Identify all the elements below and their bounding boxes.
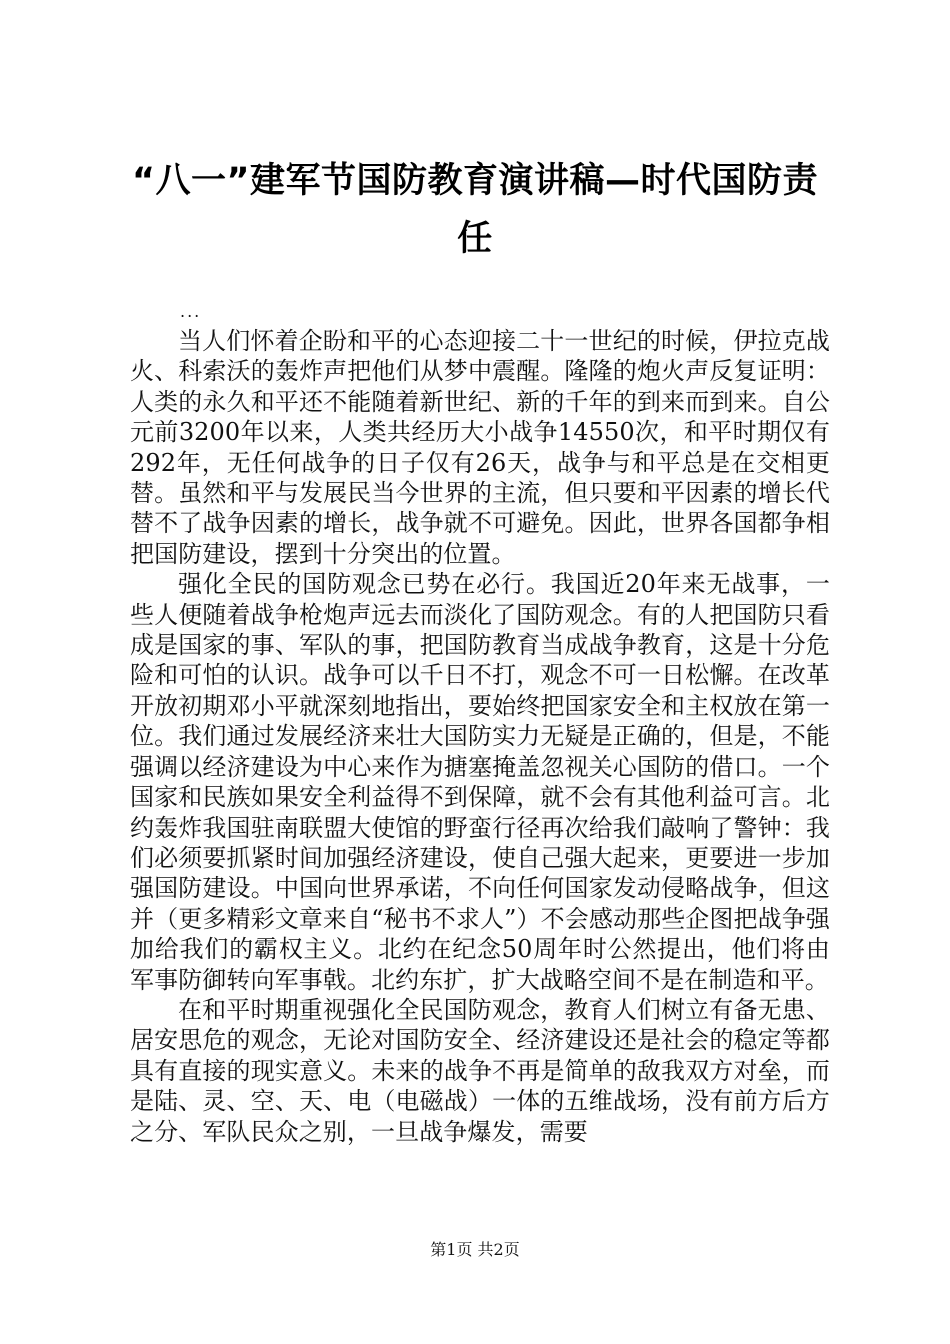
- paragraph-2: 强化全民的国防观念已势在必行。我国近20年来无战事，一些人便随着战争枪炮声远去而淡化了国防观念。有的人把国防只看成是国家的事、军队的事，把国防教育当成战争教育，这是十分危险和可怕的认识。战争可以千日不打，观念不可一日松懈。在改革开放初期邓小平就深刻地指出，要始终把国家安全和主权放在第一位。我们通过发展经济来壮大国防实力无疑是正确的，但是，不能强调以经济建设为中心来作为搪塞掩盖忽视关心国防的借口。一个国家和民族如果安全利益得不到保障，就不会有其他利益可言。北约轰炸我国驻南联盟大使馆的野蛮行径再次给我们敲响了警钟：我们必须要抓紧时间加强经济建设，使自己强大起来，更要进一步加强国防建设。中国向世界承诺，不向任何国家发动侵略战争，但这并（更多精彩文章来自“秘书不求人”）不会感动那些企图把战争强加给我们的霸权主义。北约在纪念50周年时公然提出，他们将由军事防御转向军事戟。北约东扩，扩大战略空间不是在制造和平。: [130, 570, 830, 994]
- page-footer: 第1页 共2页: [430, 1240, 520, 1259]
- document-title: “八一”建军节国防教育演讲稿—时代国防责任: [131, 161, 818, 259]
- paragraph-1: 当人们怀着企盼和平的心态迎接二十一世纪的时候，伊拉克战火、科索沃的轰炸声把他们从梦中震醒。隆隆的炮火声反复证明：人类的永久和平还不能随着新世纪、新的千年的到来而到来。自公元前3200年以来，人类共经历大小战争14550次，和平时期仅有292年，无任何战争的日子仅有26天，战争与和平总是在交相更替。虽然和平与发展民当今世界的主流，但只要和平因素的增长代替不了战争因素的增长，战争就不可避免。因此，世界各国都争相把国防建设，摆到十分突出的位置。: [130, 327, 830, 568]
- document-body: [130, 326, 830, 1147]
- paragraph-3: 在和平时期重视强化全民国防观念，教育人们树立有备无患、居安思危的观念，无论对国防安全、经济建设还是社会的稳定等都具有直接的现实意义。未来的战争不再是简单的敌我双方对垒，而是陆、灵、空、天、电（电磁战）一体的五维战场，没有前方后方之分、军队民众之别，一旦战争爆发，需要: [130, 995, 830, 1146]
- ellipsis-marker: ...: [180, 302, 202, 321]
